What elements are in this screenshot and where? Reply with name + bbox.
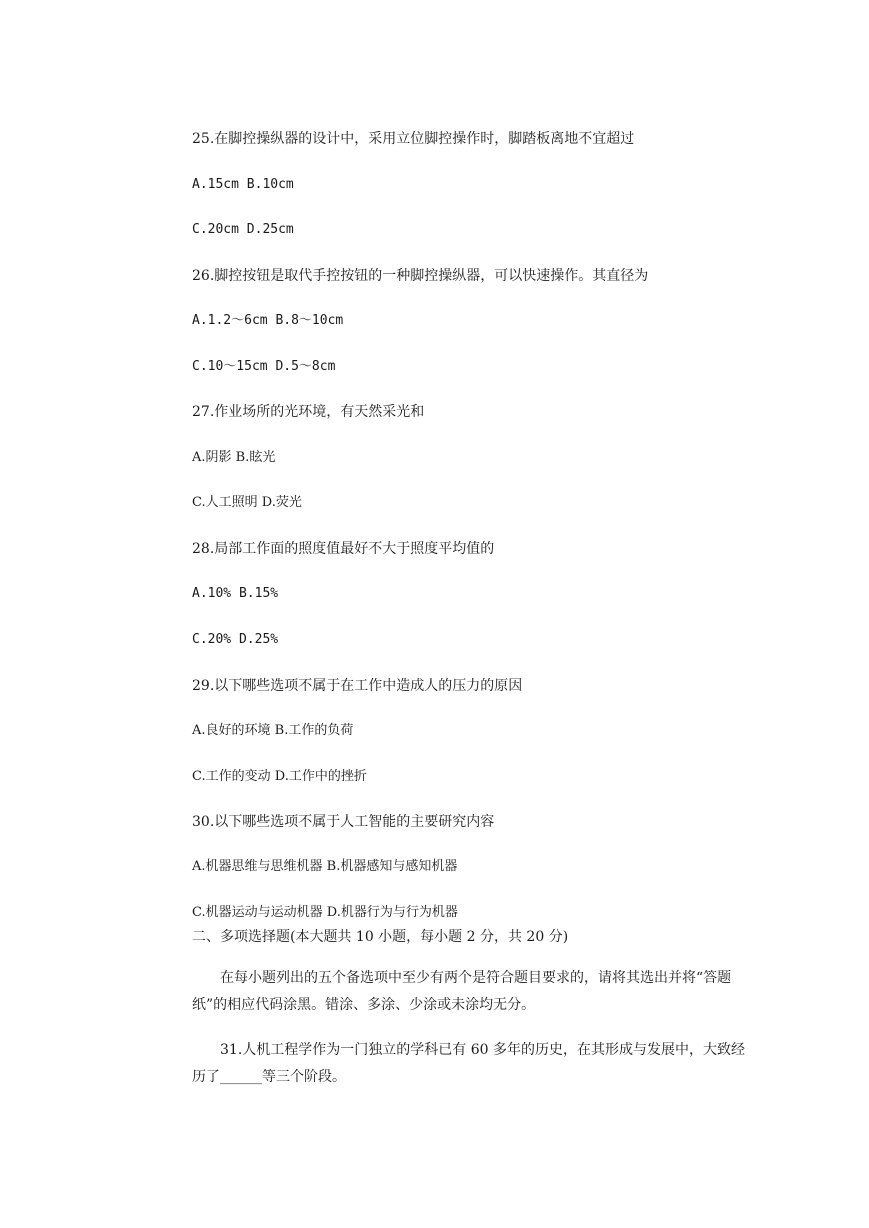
question-options: A.10% B.15% [192,586,279,601]
question-stem: 28.局部工作面的照度值最好不大于照度平均值的 [192,541,495,557]
question-options: C.20cm D.25cm [192,222,294,237]
question-stem: 29.以下哪些选项不属于在工作中造成人的压力的原因 [192,678,523,694]
question-options: C.10～15cm D.5～8cm [192,359,336,374]
question-options: A.15cm B.10cm [192,177,294,192]
question-stem: 30.以下哪些选项不属于人工智能的主要研究内容 [192,814,495,830]
question-options: A.1.2～6cm B.8～10cm [192,313,344,328]
question-options: C.工作的变动 D.工作中的挫折 [192,769,367,784]
question-stem: 25.在脚控操纵器的设计中，采用立位脚控操作时，脚踏板离地不宜超过 [192,131,635,147]
section-instruction: 在每小题列出的五个备选项中至少有两个是符合题目要求的，请将其选出并将“答题纸”的相应代码涂黑。错涂、多涂、少涂或未涂均无分。 [192,970,732,1013]
question-options: A.阴影 B.眩光 [192,450,276,465]
question-options: A.良好的环境 B.工作的负荷 [192,723,354,738]
question-stem: 26.脚控按钮是取代手控按钮的一种脚控操纵器，可以快速操作。其直径为 [192,268,649,284]
question-options: A.机器思维与思维机器 B.机器感知与感知机器 [192,859,458,874]
question-options: C.20% D.25% [192,632,279,647]
section-heading: 二、多项选择题(本大题共 10 小题，每小题 2 分，共 20 分) [192,929,569,945]
question-stem-31: 31.人机工程学作为一门独立的学科已有 60 多年的历史，在其形成与发展中，大致经历了______等三个阶段。 [192,1042,745,1085]
question-options: C.机器运动与运动机器 D.机器行为与行为机器 [192,905,458,920]
question-options: C.人工照明 D.荧光 [192,495,302,510]
question-stem: 27.作业场所的光环境，有天然采光和 [192,404,425,420]
